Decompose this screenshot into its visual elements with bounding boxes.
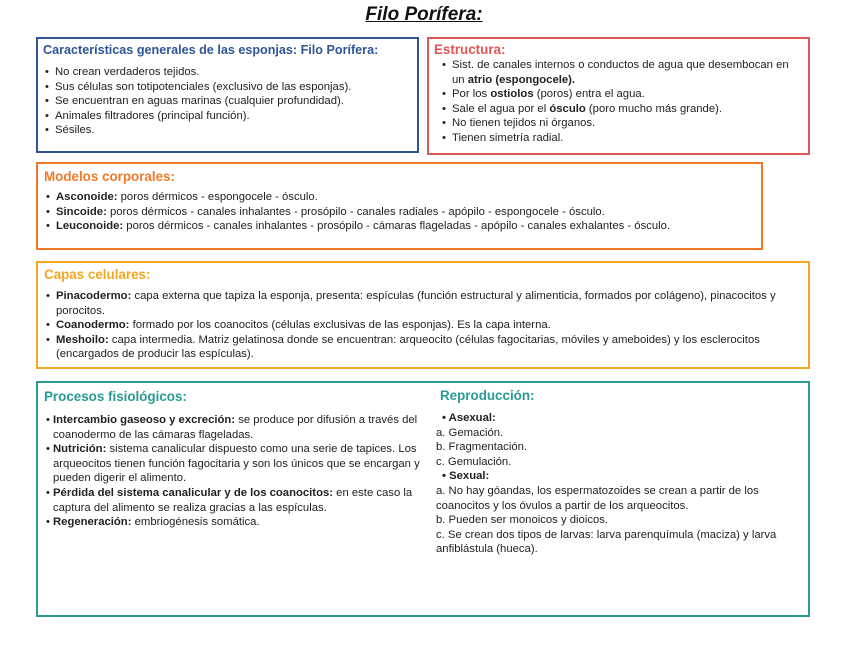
list-item: • Sist. de canales internos o conductos de agua que desembocan en un atrio (espongocele). bbox=[440, 58, 802, 87]
list-item: • Sincoide: poros dérmicos - canales inhalantes - prosópilo - canales radiales - apópilo - espongocele - ósculo. bbox=[44, 205, 755, 220]
list-item: b. Pueden ser monoicos y dioicos. bbox=[436, 514, 609, 527]
procesos-heading: Procesos fisiológicos: bbox=[44, 389, 187, 404]
list-item: • Sale el agua por el ósculo (poro mucho más grande). bbox=[440, 102, 802, 117]
list-item: • Leuconoide: poros dérmicos - canales inhalantes - prosópilo - cámaras flageladas - apópilo - canales exhalantes - ósculo. bbox=[44, 219, 755, 234]
procesos-column bbox=[44, 389, 426, 530]
list-item: c. Se crean dos tipos de larvas: larva parenquímula (maciza) y larva anfiblástula (hueca). bbox=[436, 528, 777, 556]
modelos-heading: Modelos corporales: bbox=[44, 169, 175, 184]
list-item: • Se encuentran en aguas marinas (cualquier profundidad). bbox=[43, 94, 411, 109]
page-title: Filo Porífera: bbox=[365, 4, 483, 25]
list-item: a. Gemación. bbox=[436, 426, 504, 439]
list-item: • Coanodermo: formado por los coanocitos (células exclusivas de las esponjas). Es la capa interna. bbox=[44, 318, 802, 333]
estructura-box bbox=[427, 37, 810, 155]
list-item: • Pérdida del sistema canalicular y de los coanocitos: en este caso la captura del alimento se realiza gracias a las espículas. bbox=[44, 486, 426, 515]
estructura-heading: Estructura: bbox=[434, 42, 506, 57]
list-item: • Animales filtradores (principal función). bbox=[43, 109, 411, 124]
caracteristicas-box bbox=[36, 37, 419, 153]
list-item: • No tienen tejidos ni órganos. bbox=[440, 116, 802, 131]
capas-box bbox=[36, 261, 810, 369]
modelos-box bbox=[36, 162, 763, 250]
list-item: b. Fragmentación. bbox=[436, 441, 528, 454]
list-item: • Nutrición: sistema canalicular dispuesto como una serie de tapices. Los arqueocitos tienen función fagocitaria y son los únicos que se encargan y pueden digerir el alimento. bbox=[44, 442, 426, 486]
list-item: c. Gemulación. bbox=[436, 455, 512, 468]
reproduccion-column bbox=[436, 388, 808, 557]
list-item: • Regeneración: embriogénesis somática. bbox=[44, 515, 426, 530]
list-item: • Pinacodermo: capa externa que tapiza la esponja, presenta: espículas (función estructural y alimenticia, formados por colágeno), pinacocitos y porocitos. bbox=[44, 289, 802, 318]
list-item: • Sésiles. bbox=[43, 123, 411, 138]
list-item: • Meshoilo: capa intermedia. Matriz gelatinosa donde se encuentran: arqueocito (células fagocitarias, móviles y ameboides) y los esclerocitos (encargados de producir las espículas). bbox=[44, 333, 802, 362]
sexual-label: • Sexual: bbox=[442, 470, 490, 483]
procesos-reproduccion-box bbox=[36, 381, 810, 617]
list-item: • Por los ostiolos (poros) entra el agua. bbox=[440, 87, 802, 102]
list-item: • Sus células son totipotenciales (exclusivo de las esponjas). bbox=[43, 80, 411, 95]
asexual-label: • Asexual: bbox=[442, 412, 496, 424]
list-item: • Tienen simetría radial. bbox=[440, 131, 802, 146]
list-item: a. No hay góandas, los espermatozoides se crean a partir de los coanocitos y los óvulos a partir de los arqueocitos. bbox=[436, 484, 759, 512]
list-item: • Asconoide: poros dérmicos - espongocele - ósculo. bbox=[44, 190, 755, 205]
list-item: • Intercambio gaseoso y excreción: se produce por difusión a través del coanodermo de las cámaras flageladas. bbox=[44, 413, 426, 442]
caracteristicas-heading: Características generales de las esponjas: Filo Porífera: bbox=[43, 43, 379, 57]
reproduccion-heading: Reproducción: bbox=[440, 388, 535, 403]
list-item: • No crean verdaderos tejidos. bbox=[43, 65, 411, 80]
capas-heading: Capas celulares: bbox=[44, 267, 151, 282]
